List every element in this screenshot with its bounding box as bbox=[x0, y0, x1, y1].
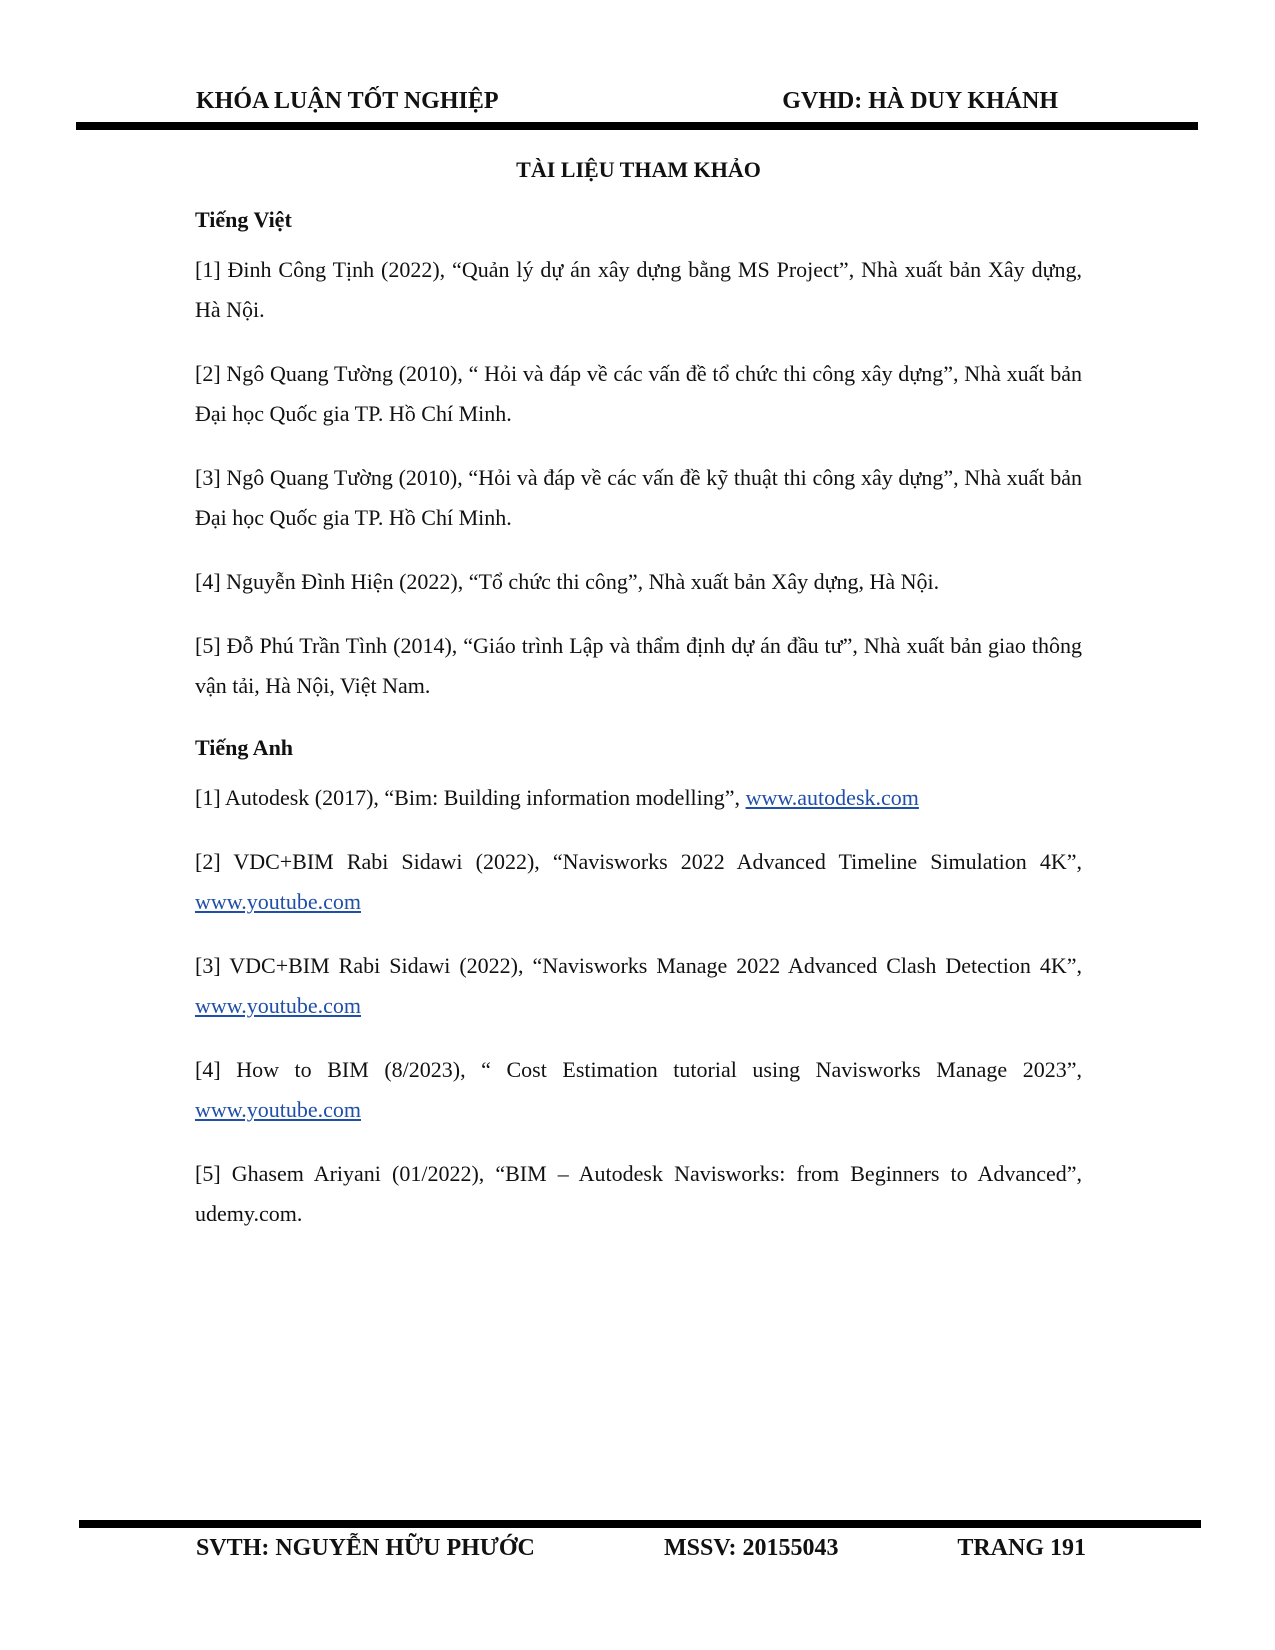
page-title: TÀI LIỆU THAM KHẢO bbox=[516, 157, 761, 182]
footer-student: SVTH: NGUYỄN HỮU PHƯỚC bbox=[196, 1535, 535, 1561]
footer-student-id: MSSV: 20155043 bbox=[664, 1535, 839, 1561]
header-advisor: GVHD: HÀ DUY KHÁNH bbox=[782, 87, 1058, 114]
section-heading-english: Tiếng Anh bbox=[195, 735, 294, 760]
reference-en-1-text: [1] Autodesk (2017), “Bim: Building information modelling”, bbox=[195, 785, 746, 810]
reference-en-5 bbox=[195, 1154, 1082, 1234]
reference-en-1-link[interactable]: www.autodesk.com bbox=[745, 785, 919, 810]
reference-en-2-link[interactable]: www.youtube.com bbox=[195, 889, 361, 914]
reference-en-3-text: [3] VDC+BIM Rabi Sidawi (2022), “Navisworks Manage 2022 Advanced Clash Detection 4K”, bbox=[195, 953, 1082, 978]
reference-vn-2: [2] Ngô Quang Tường (2010), “ Hỏi và đáp về các vấn đề tổ chức thi công xây dựng”, Nhà xuất bản Đại học Quốc gia TP. Hồ Chí Minh. bbox=[195, 361, 1082, 426]
footer-page-number: TRANG 191 bbox=[957, 1535, 1086, 1561]
reference-en-3 bbox=[195, 946, 1082, 1026]
reference-vn-5: [5] Đỗ Phú Trần Tình (2014), “Giáo trình Lập và thẩm định dự án đầu tư”, Nhà xuất bản giao thông vận tải, Hà Nội, Việt Nam. bbox=[195, 633, 1082, 698]
reference-vn-1: [1] Đinh Công Tịnh (2022), “Quản lý dự án xây dựng bằng MS Project”, Nhà xuất bản Xây dựng, Hà Nội. bbox=[195, 257, 1082, 322]
reference-en-4-link[interactable]: www.youtube.com bbox=[195, 1097, 361, 1122]
reference-en-2 bbox=[195, 842, 1082, 922]
reference-vn-4: [4] Nguyễn Đình Hiện (2022), “Tổ chức thi công”, Nhà xuất bản Xây dựng, Hà Nội. bbox=[195, 569, 940, 594]
header-rule bbox=[76, 122, 1198, 130]
section-heading-vietnamese: Tiếng Việt bbox=[195, 207, 292, 232]
reference-en-1 bbox=[195, 778, 1082, 818]
reference-en-4 bbox=[195, 1050, 1082, 1130]
reference-en-2-text: [2] VDC+BIM Rabi Sidawi (2022), “Navisworks 2022 Advanced Timeline Simulation 4K”, bbox=[195, 849, 1082, 874]
header-thesis-title: KHÓA LUẬN TỐT NGHIỆP bbox=[196, 87, 499, 114]
document-body bbox=[195, 150, 1082, 1258]
page-footer bbox=[196, 1535, 1086, 1571]
reference-vn-3: [3] Ngô Quang Tường (2010), “Hỏi và đáp về các vấn đề kỹ thuật thi công xây dựng”, Nhà xuất bản Đại học Quốc gia TP. Hồ Chí Minh. bbox=[195, 465, 1082, 530]
page-header bbox=[196, 84, 1058, 118]
reference-en-4-text: [4] How to BIM (8/2023), “ Cost Estimation tutorial using Navisworks Manage 2023”, bbox=[195, 1057, 1082, 1082]
reference-en-3-link[interactable]: www.youtube.com bbox=[195, 993, 361, 1018]
reference-en-5-text: [5] Ghasem Ariyani (01/2022), “BIM – Autodesk Navisworks: from Beginners to Advanced”, udemy.com. bbox=[195, 1161, 1082, 1226]
footer-rule bbox=[79, 1520, 1201, 1528]
